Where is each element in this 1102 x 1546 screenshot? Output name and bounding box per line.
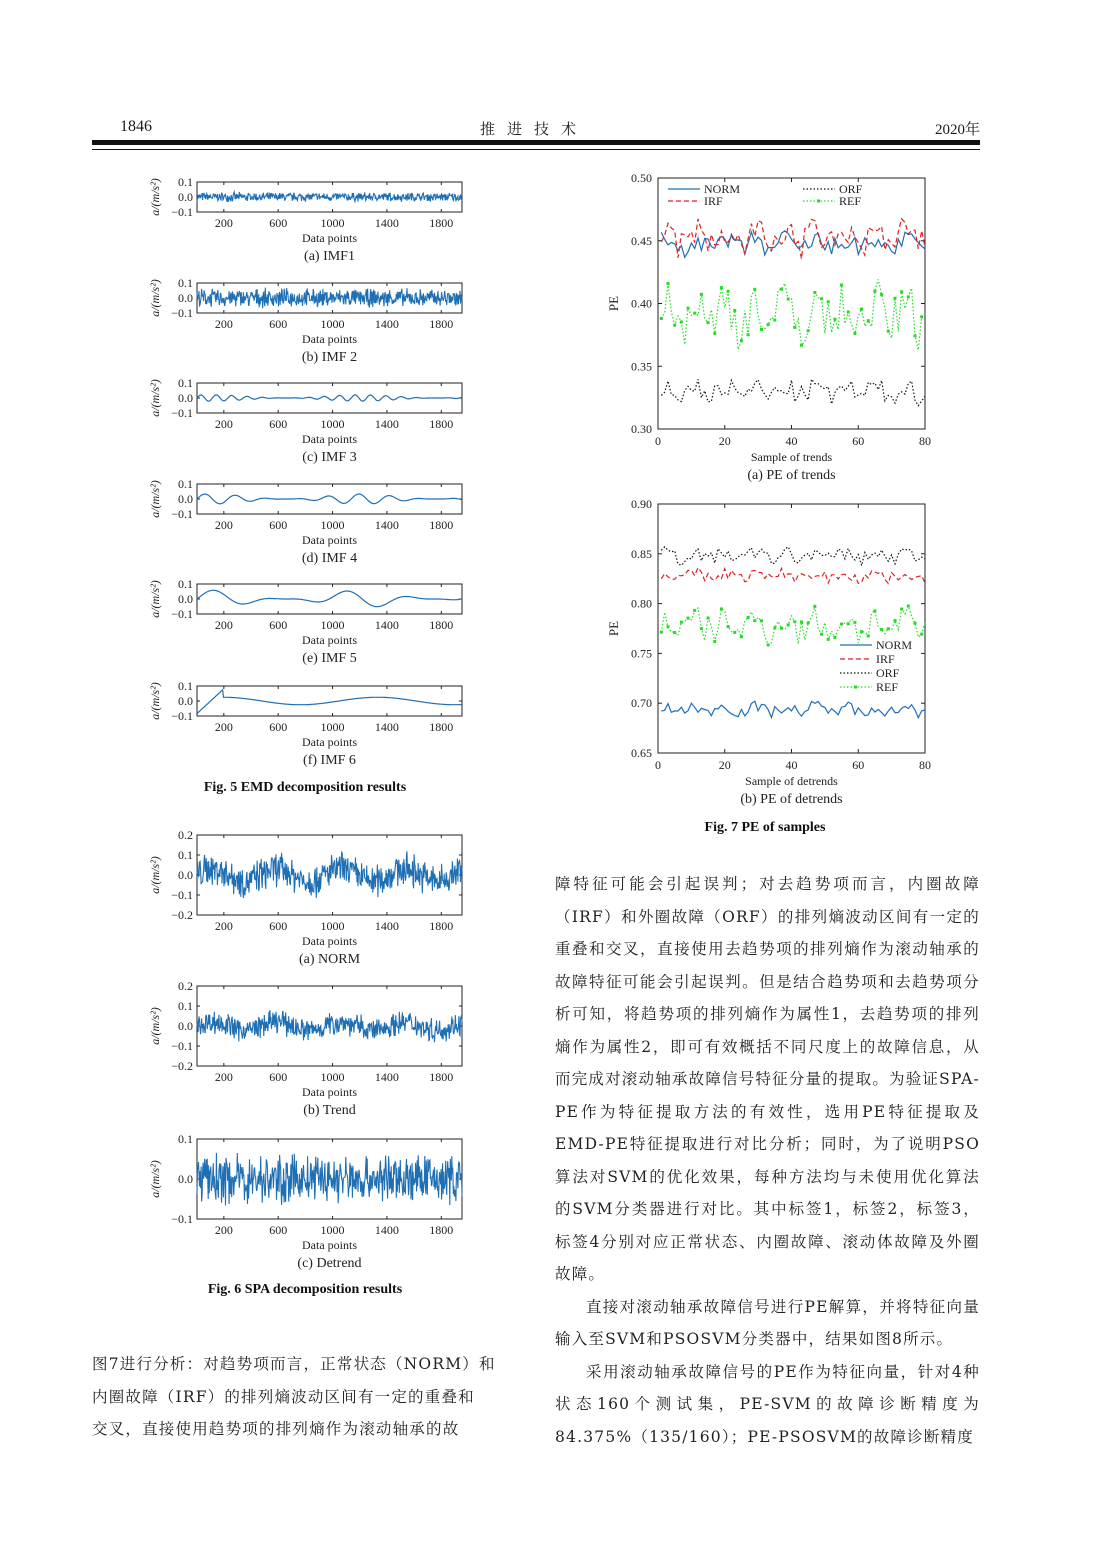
- series-marker: [893, 619, 896, 622]
- series-marker: [860, 630, 863, 633]
- signal-trace: [197, 590, 462, 606]
- series-marker: [727, 290, 730, 293]
- series-marker: [667, 625, 670, 628]
- pe-chart: [598, 498, 955, 827]
- y-axis-label: PE: [606, 620, 621, 637]
- signal-trace: [197, 1010, 462, 1042]
- x-tick-label: 1800: [429, 1223, 454, 1237]
- y-tick-label: 0.0: [178, 868, 193, 882]
- x-tick-label: 1800: [429, 720, 454, 734]
- signal-plot: [127, 478, 482, 588]
- y-tick-label: 0.70: [631, 696, 652, 711]
- x-tick-label: 1000: [320, 216, 345, 230]
- series-marker: [847, 622, 850, 625]
- x-tick-label: 1000: [320, 919, 345, 933]
- x-tick-label: 1400: [374, 216, 399, 230]
- y-axis-label: a/(m/s²): [148, 1007, 162, 1045]
- series-marker: [813, 291, 816, 294]
- y-tick-label: 0.30: [631, 422, 652, 436]
- y-tick-label: 0.35: [631, 359, 652, 374]
- y-tick-label: −0.2: [171, 1059, 193, 1073]
- series-marker: [747, 616, 750, 619]
- y-tick-label: 0.1: [178, 999, 193, 1013]
- series-marker: [713, 332, 716, 335]
- x-tick-label: 1800: [429, 1070, 454, 1084]
- x-tick-label: 20: [718, 758, 731, 772]
- chart-title: (a) PE of trends: [747, 468, 836, 483]
- series-marker: [820, 297, 823, 300]
- series-marker: [773, 626, 776, 629]
- series-marker: [773, 319, 776, 322]
- x-axis-label: Data points: [302, 231, 357, 245]
- x-axis-label: Data points: [302, 934, 357, 948]
- y-tick-label: 0.1: [178, 376, 193, 390]
- x-tick-label: 1800: [429, 518, 454, 532]
- signal-plot: [127, 277, 482, 387]
- y-tick-label: 0.0: [178, 291, 193, 305]
- x-tick-label: 200: [214, 618, 233, 632]
- y-tick-label: −0.1: [171, 507, 193, 521]
- y-axis-label: a/(m/s²): [148, 480, 162, 518]
- y-tick-label: −0.1: [171, 1212, 193, 1226]
- fig7-caption: Fig. 7 PE of samples: [704, 820, 826, 835]
- y-tick-label: 0.1: [178, 175, 193, 189]
- series-marker: [767, 643, 770, 646]
- year: 2020年: [934, 122, 980, 138]
- series-marker: [853, 621, 856, 624]
- fig5-caption: Fig. 5 EMD decomposition results: [203, 780, 407, 795]
- x-tick-label: 600: [269, 720, 288, 734]
- series-marker: [913, 334, 916, 337]
- header-rule-thick: [92, 140, 980, 145]
- y-tick-label: 0.1: [178, 577, 193, 591]
- series-marker: [760, 328, 763, 331]
- signal-plot: [127, 578, 482, 688]
- y-tick-label: −0.1: [171, 1039, 193, 1053]
- series-marker: [880, 293, 883, 296]
- series-marker: [867, 319, 870, 322]
- x-axis-label: Sample of trends: [750, 450, 833, 464]
- series-orf: [661, 379, 925, 405]
- y-tick-label: 0.0: [178, 694, 193, 708]
- x-tick-label: 80: [919, 434, 931, 448]
- series-marker: [893, 297, 896, 300]
- y-tick-label: −0.1: [171, 306, 193, 320]
- chart-title: (b) PE of detrends: [740, 792, 843, 807]
- series-marker: [707, 321, 710, 324]
- series-irf: [661, 568, 925, 584]
- legend-marker: [854, 686, 857, 689]
- series-marker: [887, 627, 890, 630]
- series-marker: [660, 317, 663, 320]
- y-tick-label: 0.1: [178, 276, 193, 290]
- series-marker: [787, 298, 790, 301]
- series-marker: [740, 339, 743, 342]
- series-marker: [760, 619, 763, 622]
- series-marker: [907, 605, 910, 608]
- y-tick-label: 0.2: [178, 979, 193, 993]
- series-marker: [733, 309, 736, 312]
- series-marker: [867, 634, 870, 637]
- y-axis-label: a/(m/s²): [148, 682, 162, 720]
- series-marker: [860, 308, 863, 311]
- series-marker: [800, 344, 803, 347]
- series-marker: [673, 631, 676, 634]
- series-marker: [827, 300, 830, 303]
- series-marker: [840, 283, 843, 286]
- signal-plot: [127, 829, 482, 989]
- series-marker: [920, 315, 923, 318]
- x-tick-label: 600: [269, 216, 288, 230]
- series-marker: [687, 307, 690, 310]
- series-marker: [680, 621, 683, 624]
- series-marker: [747, 333, 750, 336]
- x-axis-label: Data points: [302, 735, 357, 749]
- x-tick-label: 600: [269, 518, 288, 532]
- x-axis-label: Data points: [302, 1238, 357, 1252]
- right-paragraphs: [555, 868, 980, 1453]
- series-marker: [887, 330, 890, 333]
- legend-marker: [817, 200, 820, 203]
- series-marker: [673, 324, 676, 327]
- x-tick-label: 1000: [320, 1223, 345, 1237]
- x-tick-label: 1400: [374, 720, 399, 734]
- series-marker: [880, 628, 883, 631]
- x-tick-label: 1400: [374, 417, 399, 431]
- signal-trace: [197, 690, 462, 714]
- x-tick-label: 80: [919, 758, 931, 772]
- x-tick-label: 600: [269, 919, 288, 933]
- x-tick-label: 1800: [429, 317, 454, 331]
- y-tick-label: 0.90: [631, 497, 652, 511]
- x-tick-label: 1400: [374, 919, 399, 933]
- header-rule-thin: [92, 149, 980, 150]
- x-tick-label: 1400: [374, 618, 399, 632]
- signal-plot: [127, 377, 482, 487]
- legend-label: NORM: [876, 638, 913, 652]
- x-tick-label: 0: [655, 434, 661, 448]
- x-tick-label: 600: [269, 618, 288, 632]
- y-tick-label: 0.0: [178, 1172, 193, 1186]
- series-marker: [753, 619, 756, 622]
- plot-frame: [197, 686, 462, 716]
- series-marker: [920, 633, 923, 636]
- y-axis-label: a/(m/s²): [148, 279, 162, 317]
- series-marker: [733, 631, 736, 634]
- series-marker: [693, 609, 696, 612]
- series-marker: [687, 617, 690, 620]
- series-marker: [800, 621, 803, 624]
- series-marker: [873, 609, 876, 612]
- x-tick-label: 200: [214, 417, 233, 431]
- x-tick-label: 1800: [429, 417, 454, 431]
- series-marker: [873, 290, 876, 293]
- series-marker: [780, 288, 783, 291]
- signal-trace: [197, 1153, 462, 1206]
- panel-label: (b) IMF 2: [301, 350, 358, 365]
- y-tick-label: 0.1: [178, 477, 193, 491]
- x-tick-label: 200: [214, 216, 233, 230]
- panel-label: (a) NORM: [298, 952, 361, 967]
- y-tick-label: 0.1: [178, 1132, 193, 1146]
- series-marker: [853, 332, 856, 335]
- x-tick-label: 1000: [320, 317, 345, 331]
- x-tick-label: 0: [655, 758, 661, 772]
- x-tick-label: 200: [214, 1070, 233, 1084]
- series-marker: [740, 635, 743, 638]
- x-tick-label: 200: [214, 1223, 233, 1237]
- legend-label: IRF: [876, 652, 895, 666]
- left-line: 内圈故障（IRF）的排列熵波动区间有一定的重叠和: [92, 1387, 475, 1406]
- y-tick-label: 0.0: [178, 492, 193, 506]
- x-tick-label: 1800: [429, 216, 454, 230]
- y-tick-label: 0.40: [631, 296, 652, 311]
- signal-trace: [197, 192, 462, 202]
- left-paragraph: [92, 1348, 522, 1446]
- x-tick-label: 1400: [374, 518, 399, 532]
- y-tick-label: 0.0: [178, 391, 193, 405]
- y-tick-label: 0.65: [631, 746, 652, 760]
- signal-plot: [127, 176, 482, 286]
- series-marker: [707, 617, 710, 620]
- chart-frame: [658, 178, 925, 429]
- y-tick-label: 0.50: [631, 171, 652, 185]
- series-marker: [693, 312, 696, 315]
- x-tick-label: 1000: [320, 1070, 345, 1084]
- y-tick-label: −0.1: [171, 607, 193, 621]
- right-paragraph-1: 障特征可能会引起误判；对去趋势项而言，内圈故障（IRF）和外圈故障（ORF）的排列熵波动区间有一定的重叠和交叉，直接使用去趋势项的排列熵作为滚动轴承的故障特征可能会引起误判。但是结合趋势项和去趋势项分析可知，将趋势项的排列熵作为属性1，去趋势项的排列熵作为属性2，即可有效概括不同尺度上的故障信息，从而完成对滚动轴承故障信号特征分量的提取。为验证SPA-PE作为特征提取方法的有效性，选用PE特征提取及EMD-PE特征提取进行对比分析；同时，为了说明PSO算法对SVM的优化效果，每种方法均与未使用优化算法的SVM分类器进行对比。其中标签1，标签2，标签3，标签4分别对应正常状态、内圈故障、滚动体故障及外圈故障。: [555, 875, 980, 1283]
- x-tick-label: 1000: [320, 618, 345, 632]
- signal-trace: [197, 494, 462, 504]
- y-axis-label: a/(m/s²): [148, 856, 162, 894]
- series-irf: [661, 219, 925, 259]
- left-line: 图7进行分析：对趋势项而言，正常状态（NORM）和: [92, 1355, 496, 1373]
- y-axis-label: a/(m/s²): [148, 178, 162, 216]
- signal-plot: [127, 680, 482, 790]
- left-line: 交叉，直接使用趋势项的排列熵作为滚动轴承的故: [92, 1420, 460, 1438]
- legend-label: NORM: [704, 182, 741, 196]
- series-marker: [793, 620, 796, 623]
- series-marker: [813, 605, 816, 608]
- legend-label: REF: [839, 194, 862, 208]
- y-tick-label: −0.1: [171, 709, 193, 723]
- y-tick-label: −0.1: [171, 205, 193, 219]
- right-paragraph-3: 采用滚动轴承故障信号的PE作为特征向量，针对4种状态160个测试集，PE-SVM的故障诊断精度为84.375%（135/160）；PE-PSOSVM的故障诊断精度: [555, 1362, 980, 1446]
- series-marker: [700, 293, 703, 296]
- journal-title: 推进技术: [480, 120, 589, 138]
- y-tick-label: 0.80: [631, 596, 652, 611]
- x-tick-label: 1400: [374, 317, 399, 331]
- x-axis-label: Data points: [302, 432, 357, 446]
- y-axis-label: a/(m/s²): [148, 379, 162, 417]
- series-marker: [700, 627, 703, 630]
- y-tick-label: −0.1: [171, 888, 193, 902]
- series-marker: [807, 621, 810, 624]
- y-tick-label: −0.2: [171, 908, 193, 922]
- panel-label: (e) IMF 5: [302, 651, 357, 666]
- x-tick-label: 600: [269, 417, 288, 431]
- signal-trace: [197, 288, 462, 309]
- series-marker: [787, 623, 790, 626]
- x-tick-label: 200: [214, 317, 233, 331]
- x-axis-label: Data points: [302, 533, 357, 547]
- series-marker: [827, 638, 830, 641]
- y-tick-label: −0.1: [171, 406, 193, 420]
- legend-label: IRF: [704, 194, 723, 208]
- series-marker: [660, 631, 663, 634]
- signal-plot: [127, 1133, 482, 1293]
- y-tick-label: 0.0: [178, 592, 193, 606]
- pe-chart: [598, 172, 955, 503]
- series-marker: [847, 311, 850, 314]
- y-tick-label: 0.75: [631, 646, 652, 661]
- page-number: 1846: [120, 118, 152, 135]
- series-orf: [661, 547, 925, 566]
- series-marker: [767, 323, 770, 326]
- series-marker: [907, 295, 910, 298]
- x-tick-label: 600: [269, 1223, 288, 1237]
- x-tick-label: 40: [785, 758, 798, 772]
- x-tick-label: 1400: [374, 1070, 399, 1084]
- panel-label: (c) IMF 3: [302, 450, 357, 465]
- series-marker: [793, 326, 796, 329]
- panel-label: (f) IMF 6: [303, 753, 356, 768]
- panel-label: (a) IMF1: [304, 249, 355, 264]
- x-axis-label: Sample of detrends: [745, 774, 838, 788]
- x-axis-label: Data points: [302, 1085, 357, 1099]
- x-tick-label: 600: [269, 317, 288, 331]
- series-ref: [661, 279, 925, 350]
- series-marker: [900, 608, 903, 611]
- series-marker: [753, 288, 756, 291]
- x-tick-label: 200: [214, 720, 233, 734]
- x-tick-label: 1000: [320, 518, 345, 532]
- legend-label: REF: [876, 680, 899, 694]
- series-marker: [820, 633, 823, 636]
- series-norm: [661, 701, 925, 718]
- series-marker: [713, 640, 716, 643]
- x-tick-label: 40: [785, 434, 798, 448]
- fig6-caption: Fig. 6 SPA decomposition results: [207, 1282, 403, 1297]
- x-tick-label: 1800: [429, 919, 454, 933]
- y-tick-label: 0.0: [178, 1019, 193, 1033]
- y-tick-label: 0.1: [178, 848, 193, 862]
- series-marker: [807, 329, 810, 332]
- y-tick-label: 0.2: [178, 828, 193, 842]
- y-tick-label: 0.0: [178, 190, 193, 204]
- x-tick-label: 200: [214, 919, 233, 933]
- y-tick-label: 0.45: [631, 233, 652, 248]
- y-tick-label: 0.1: [178, 679, 193, 693]
- x-tick-label: 20: [718, 434, 731, 448]
- x-tick-label: 1000: [320, 720, 345, 734]
- x-tick-label: 1000: [320, 417, 345, 431]
- legend-label: ORF: [876, 666, 900, 680]
- series-marker: [780, 627, 783, 630]
- panel-label: (c) Detrend: [297, 1256, 362, 1271]
- y-axis-label: a/(m/s²): [148, 1160, 162, 1198]
- series-marker: [720, 286, 723, 289]
- x-axis-label: Data points: [302, 633, 357, 647]
- right-paragraph-2: 直接对滚动轴承故障信号进行PE解算，并将特征向量输入至SVM和PSOSVM分类器中，结果如图8所示。: [555, 1297, 980, 1348]
- legend-label: ORF: [839, 182, 863, 196]
- x-tick-label: 200: [214, 518, 233, 532]
- signal-trace: [197, 851, 462, 897]
- y-axis-label: PE: [606, 295, 621, 312]
- x-tick-label: 1400: [374, 1223, 399, 1237]
- series-marker: [833, 636, 836, 639]
- series-marker: [840, 623, 843, 626]
- x-tick-label: 600: [269, 1070, 288, 1084]
- series-marker: [667, 282, 670, 285]
- panel-label: (b) Trend: [303, 1103, 356, 1118]
- x-axis-label: Data points: [302, 332, 357, 346]
- y-tick-label: 0.85: [631, 546, 652, 561]
- x-tick-label: 1800: [429, 618, 454, 632]
- series-marker: [720, 607, 723, 610]
- series-marker: [900, 290, 903, 293]
- x-tick-label: 60: [852, 758, 865, 772]
- panel-label: (d) IMF 4: [301, 551, 358, 566]
- signal-trace: [197, 395, 462, 401]
- x-tick-label: 60: [852, 434, 865, 448]
- series-marker: [913, 622, 916, 625]
- series-marker: [833, 318, 836, 321]
- signal-plot: [127, 980, 482, 1140]
- y-axis-label: a/(m/s²): [148, 580, 162, 618]
- series-marker: [680, 320, 683, 323]
- series-marker: [727, 625, 730, 628]
